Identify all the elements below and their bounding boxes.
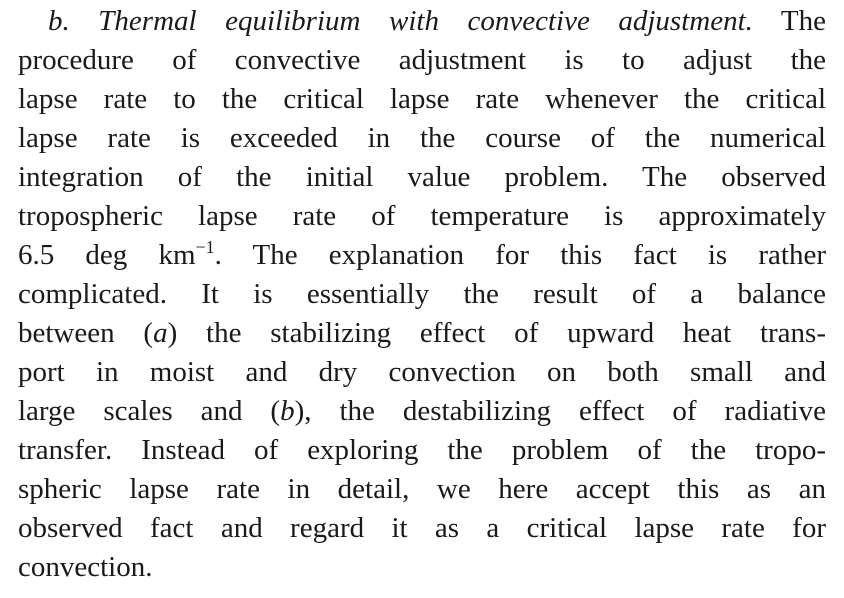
paragraph-line-8: complicated. It is essentially the result of a balance xyxy=(18,278,826,310)
section-label: b. xyxy=(48,5,70,37)
paragraph-line-3: lapse rate to the critical lapse rate whenever the critical xyxy=(18,83,826,115)
paragraph-line-6: tropospheric lapse rate of temperature is approximately xyxy=(18,200,826,232)
line-7-rest: . The explanation for this fact is rather xyxy=(214,239,826,271)
lapse-rate-value: 6.5 deg km xyxy=(18,239,196,271)
section-heading: Thermal equilibrium with convective adjustment. xyxy=(98,5,753,37)
line-11-pre: large scales and ( xyxy=(18,395,281,427)
paper-paragraph xyxy=(18,2,826,587)
section-lead-text: The xyxy=(752,5,827,37)
unit-exponent: −1 xyxy=(195,236,215,257)
paragraph-line-7 xyxy=(18,236,826,275)
enum-var-b: b xyxy=(280,395,295,427)
paragraph-line-11 xyxy=(18,392,826,431)
line-9-pre: between ( xyxy=(18,317,154,349)
paragraph-line-1 xyxy=(18,2,826,41)
line-11-post: ), the destabilizing effect of radiative xyxy=(294,395,826,427)
paragraph-line-13: spheric lapse rate in detail, we here accept this as an xyxy=(18,473,826,505)
paragraph-line-15: convection. xyxy=(18,551,153,583)
line-9-post: ) the stabilizing effect of upward heat trans- xyxy=(167,317,826,349)
enum-var-a: a xyxy=(153,317,168,349)
paragraph-line-12: transfer. Instead of exploring the problem of the tropo- xyxy=(18,434,826,466)
paragraph-line-5: integration of the initial value problem. The observed xyxy=(18,161,826,193)
paragraph-line-9 xyxy=(18,314,826,353)
paragraph-line-4: lapse rate is exceeded in the course of the numerical xyxy=(18,122,826,154)
paragraph-line-2: procedure of convective adjustment is to adjust the xyxy=(18,44,826,76)
paragraph-line-14: observed fact and regard it as a critical lapse rate for xyxy=(18,512,826,544)
paragraph-line-10: port in moist and dry convection on both small and xyxy=(18,356,826,388)
